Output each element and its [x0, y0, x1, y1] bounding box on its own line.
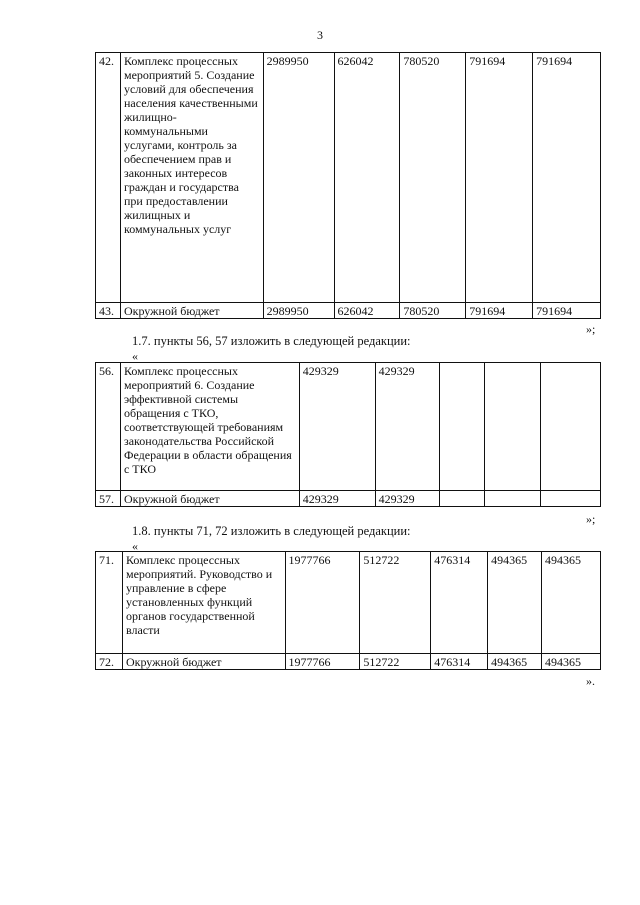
instruction-1-8: 1.8. пункты 71, 72 изложить в следующей редакции: — [132, 524, 411, 538]
row-number: 42. — [96, 53, 121, 303]
row-name: Комплекс процессных мероприятий. Руководство и управление в сфере установленных функций органов государственной власти — [122, 552, 285, 654]
row-name: Комплекс процессных мероприятий 6. Создание эффективной системы обращения с ТКО, соответствующей требованиям законодательства Российской Федерации в области обращения с ТКО — [120, 363, 299, 491]
value-cell: 429329 — [375, 363, 440, 491]
value-cell: 494365 — [542, 552, 601, 654]
value-cell — [440, 363, 485, 491]
closing-quote: ». — [586, 674, 595, 688]
opening-quote: « — [132, 349, 138, 363]
value-cell: 780520 — [400, 53, 466, 303]
value-cell: 791694 — [533, 303, 601, 319]
value-cell: 780520 — [400, 303, 466, 319]
value-cell: 2989950 — [263, 53, 334, 303]
table-items-42-43 — [95, 52, 601, 319]
opening-quote: « — [132, 539, 138, 553]
value-cell — [485, 363, 541, 491]
value-cell: 791694 — [533, 53, 601, 303]
table-row — [96, 363, 601, 491]
row-name: Комплекс процессных мероприятий 5. Создание условий для обеспечения населения качественными жилищно-коммунальными услугами, контроль за обеспечением прав и законных интересов граждан и государства при предоставлении жилищных и коммунальных услуг — [120, 53, 263, 303]
value-cell: 476314 — [431, 552, 488, 654]
value-cell: 429329 — [299, 363, 375, 491]
value-cell — [485, 491, 541, 507]
row-number: 71. — [96, 552, 123, 654]
value-cell: 494365 — [488, 654, 542, 670]
table-row — [96, 654, 601, 670]
value-cell: 1977766 — [285, 552, 360, 654]
table-row — [96, 491, 601, 507]
table-items-71-72 — [95, 551, 601, 670]
row-number: 43. — [96, 303, 121, 319]
table-items-56-57 — [95, 362, 601, 507]
value-cell — [541, 363, 601, 491]
value-cell: 429329 — [375, 491, 440, 507]
row-name: Окружной бюджет — [122, 654, 285, 670]
value-cell — [541, 491, 601, 507]
value-cell: 429329 — [299, 491, 375, 507]
table-row — [96, 303, 601, 319]
page-number: 3 — [317, 28, 323, 42]
value-cell: 494365 — [488, 552, 542, 654]
value-cell: 476314 — [431, 654, 488, 670]
instruction-1-7: 1.7. пункты 56, 57 изложить в следующей редакции: — [132, 334, 411, 348]
table-row — [96, 552, 601, 654]
row-number: 56. — [96, 363, 121, 491]
row-name: Окружной бюджет — [120, 303, 263, 319]
row-name: Окружной бюджет — [120, 491, 299, 507]
value-cell: 2989950 — [263, 303, 334, 319]
value-cell: 494365 — [542, 654, 601, 670]
closing-quote: »; — [586, 322, 596, 336]
value-cell: 512722 — [360, 552, 431, 654]
value-cell: 626042 — [334, 303, 400, 319]
value-cell: 626042 — [334, 53, 400, 303]
value-cell: 512722 — [360, 654, 431, 670]
row-number: 72. — [96, 654, 123, 670]
closing-quote: »; — [586, 512, 596, 526]
value-cell: 791694 — [466, 303, 533, 319]
row-number: 57. — [96, 491, 121, 507]
value-cell: 1977766 — [285, 654, 360, 670]
value-cell — [440, 491, 485, 507]
value-cell: 791694 — [466, 53, 533, 303]
table-row — [96, 53, 601, 303]
